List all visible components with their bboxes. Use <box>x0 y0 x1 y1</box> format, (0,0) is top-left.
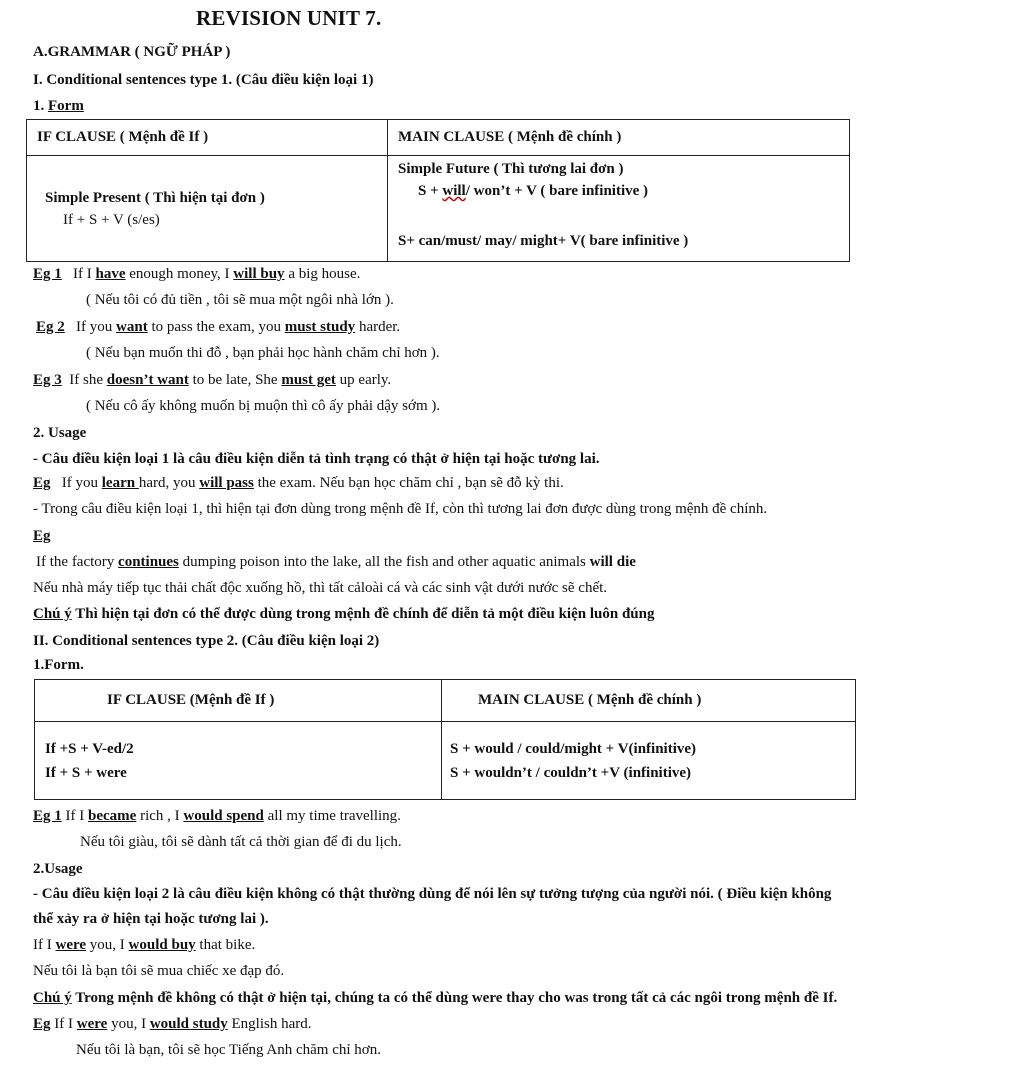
type2-form-heading: 1.Form. <box>33 657 84 673</box>
page-title: REVISION UNIT 7. <box>196 6 382 30</box>
type2-usage-rule-2: thể xảy ra ở hiện tại hoặc tương lai ). <box>33 911 269 927</box>
type1-usage-example: Eg If you learn hard, you will pass the exam. Nếu bạn học chăm chỉ , bạn sẽ đỗ kỳ thi. <box>33 475 564 491</box>
type1-form-heading: 1. Form <box>33 98 84 114</box>
type1-main-header: MAIN CLAUSE ( Mệnh đề chính ) <box>388 120 850 156</box>
type1-main-tense: Simple Future ( Thì tương lai đơn ) <box>398 161 624 177</box>
type2-form-table <box>34 679 856 800</box>
type1-if-header: IF CLAUSE ( Mệnh đề If ) <box>27 120 388 156</box>
type1-example-1: Eg 1 If I have enough money, I will buy a big house. <box>33 266 361 282</box>
type2-usage-rule-1: - Câu điều kiện loại 2 là câu điều kiện không có thật thường dùng để nói lên sự tưởng tượng của người nói. ( Điều kiện không <box>33 886 832 902</box>
type1-example-3: Eg 3 If she doesn’t want to be late, She must get up early. <box>33 372 392 388</box>
type2-last-example-translation: Nếu tôi là bạn, tôi sẽ học Tiếng Anh chăm chỉ hơn. <box>76 1042 381 1058</box>
type2-main-formula-1: S + would / could/might + V(infinitive) <box>450 740 697 757</box>
type1-example-2: Eg 2 If you want to pass the exam, you must study harder. <box>36 319 401 335</box>
type1-example-3-translation: ( Nếu cô ấy không muốn bị muộn thì cô ấy phải dậy sớm ). <box>86 398 441 414</box>
type1-if-tense: Simple Present ( Thì hiện tại đơn ) <box>45 189 265 206</box>
type1-usage-note: - Trong câu điều kiện loại 1, thì hiện tại đơn dùng trong mệnh đề If, còn thì tương lai đơn được dùng trong mệnh đề chính. <box>33 501 768 517</box>
type2-if-formula-1: If +S + V-ed/2 <box>45 740 134 757</box>
type2-main-cell <box>442 722 856 800</box>
type2-heading: II. Conditional sentences type 2. (Câu điều kiện loại 2) <box>33 633 380 649</box>
type1-if-cell <box>27 156 388 262</box>
type1-usage-rule: - Câu điều kiện loại 1 là câu điều kiện diễn tả tình trạng có thật ở hiện tại hoặc tương lai. <box>33 451 600 467</box>
type1-factory-translation: Nếu nhà máy tiếp tục thải chất độc xuống hồ, thì tất cảloài cá và các sinh vật dưới nước sẽ chết. <box>33 580 608 596</box>
type1-factory-example: If the factory continues dumping poison into the lake, all the fish and other aquatic animals will die <box>36 554 636 570</box>
type2-bike-translation: Nếu tôi là bạn tôi sẽ mua chiếc xe đạp đó. <box>33 963 285 979</box>
type1-usage-heading: 2. Usage <box>33 425 87 441</box>
type1-if-formula: If + S + V (s/es) <box>63 211 160 228</box>
type1-eg-label: Eg <box>33 528 51 544</box>
type1-example-2-translation: ( Nếu bạn muốn thi đỗ , bạn phải học hành chăm chỉ hơn ). <box>86 345 440 361</box>
type2-example-1-translation: Nếu tôi giàu, tôi sẽ dành tất cả thời gian để đi du lịch. <box>80 834 402 850</box>
type1-example-1-translation: ( Nếu tôi có đủ tiền , tôi sẽ mua một ngôi nhà lớn ). <box>86 292 394 308</box>
type2-if-formula-2: If + S + were <box>45 764 127 781</box>
type2-note: Chú ý Trong mệnh đề không có thật ở hiện tại, chúng ta có thể dùng were thay cho was trong tất cả các ngôi trong mệnh đề If. <box>33 990 838 1006</box>
type1-note: Chú ý Thì hiện tại đơn có thể được dùng trong mệnh đề chính để diễn tả một điều kiện luôn đúng <box>33 606 655 622</box>
type2-main-header: MAIN CLAUSE ( Mệnh đề chính ) <box>442 680 856 722</box>
type1-heading: I. Conditional sentences type 1. (Câu điều kiện loại 1) <box>33 72 374 88</box>
type2-main-formula-2: S + wouldn’t / couldn’t +V (infinitive) <box>450 764 692 781</box>
type1-main-formula-will: S + will/ won’t + V ( bare infinitive ) <box>418 183 649 199</box>
type2-if-cell <box>35 722 442 800</box>
type2-usage-heading: 2.Usage <box>33 861 83 877</box>
type2-bike-example: If I were you, I would buy that bike. <box>33 937 256 953</box>
type2-if-header: IF CLAUSE (Mệnh đề If ) <box>35 680 442 722</box>
type1-form-table <box>26 119 850 262</box>
type1-main-cell <box>388 156 850 262</box>
type1-main-formula-modal: S+ can/must/ may/ might+ V( bare infinitive ) <box>398 233 689 249</box>
type2-example-1: Eg 1 If I became rich , I would spend all my time travelling. <box>33 808 401 824</box>
type2-last-example: Eg If I were you, I would study English hard. <box>33 1016 312 1032</box>
section-grammar-heading: A.GRAMMAR ( NGỮ PHÁP ) <box>33 44 231 60</box>
